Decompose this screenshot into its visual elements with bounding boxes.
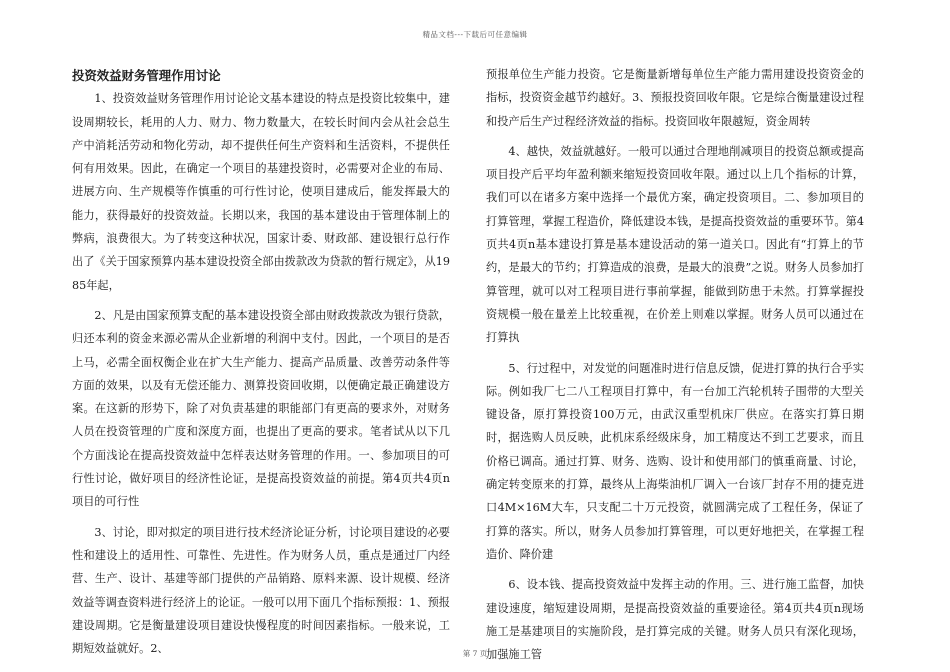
left-column	[72, 64, 450, 660]
paragraph-4: 4、越快，效益就越好。一般可以通过合理地削减项目的投资总额或提高项目投产后平均年盈利额来缩短投资回收年限。通过以上几个指标的计算，我们可以在诸多方案中选择一个最优方案，确定投资项目。二、参加项目的打算管理，掌握工程造价，降低建设本钱，是提高投资效益的重要环节。第4页共4页n基本建设打算是基本建设活动的第一道关口。因此有“打算上的节约，是最大的节约；打算造成的浪费，是最大的浪费”之说。财务人员参加打算管理，就可以对工程项目进行事前掌握，能做到防患于未然。打算掌握投资规模一般在量差上比较重视，在价差上则难以掌握。财务人员可以通过在打算执	[486, 144, 864, 345]
paragraph-5: 5、行过程中，对发觉的问题准时进行信息反馈，促进打算的执行合乎实际。例如我厂七二八工程项目打算中，有一台加工汽轮机转子围带的大型关键设备，原打算投资100万元，由武汉重型机床厂供应。在落实打算日期时，据选购人员反映，此机床系经级床身，加工精度达不到工艺要求，而且价格已调高。通过打算、财务、选购、设计和使用部门的慎重商量、讨论，确定转变原来的打算，最终从上海柴油机厂调入一台该厂封存不用的捷克进口4M×16M大车，只支配二十万元投资，就圆满完成了工程任务，保证了打算的落实。所以，财务人员参加打算管理，可以更好地把关，在掌握工程造价、降价建	[486, 361, 864, 561]
paragraph-2: 2、凡是由国家预算支配的基本建设投资全部由财政拨款改为银行贷款，归还本利的资金来源必需从企业新增的利润中支付。因此，一个项目的是否上马，必需全面权衡企业在扩大生产能力、提高产品质量、改善劳动条件等方面的效果，以及有无偿还能力、测算投资回收期，以便确定最正确建设方案。在这新的形势下，除了对负责基建的职能部门有更高的要求外，对财务人员在投资管理的广度和深度方面，也提出了更高的要求。笔者试从以下几个方面浅论在提高投资效益中怎样表达财务管理的作用。一、参加项目的可行性讨论，做好项目的经济性论证，是提高投资效益的前提。第4页共4页n项目的可行性	[72, 308, 450, 509]
page-number: 第 7 页	[462, 649, 488, 658]
paragraph-3: 3、讨论，即对拟定的项目进行技术经济论证分析，讨论项目建设的必要性和建设上的适用性、可靠性、先进性。作为财务人员，重点是通过厂内经营、生产、设计、基建等部门提供的产品销路、原料来源、设计规模、经济效益等调查资料进行经济上的论证。一般可以用下面几个指标预报：1、预报建设周期。它是衡量建设项目建设快慢程度的时间因素指标。一般来说，工期短效益就好。2、	[72, 525, 450, 656]
paragraph-6: 6、设本钱、提高投资效益中发挥主动的作用。三、进行施工监督，加快建设速度，缩短建设周期，是提高投资效益的重要途径。第4页共4页n现场施工是基建项目的实施阶段，是打算完成的关键。财务人员只有深化现场，加强施工管	[486, 578, 864, 662]
right-column	[486, 63, 864, 666]
paragraph-continued: 预报单位生产能力投资。它是衡量新增每单位生产能力需用建设投资资金的指标，投资资金越节约越好。3、预报投资回收年限。它是综合衡量建设过程和投产后生产过程经济效益的指标。投资回收年限越短，资金周转	[486, 68, 864, 128]
document-title: 投资效益财务管理作用讨论	[72, 68, 221, 83]
paragraph-1: 1、投资效益财务管理作用讨论论文基本建设的特点是投资比较集中，建设周期较长，耗用的人力、财力、物力数量大，在较长时间内会从社会总生产中消耗活劳动和物化劳动，却不提供任何生产资料和生活资料，不提供任何有用效果。因此，在确定一个项目的基建投资时，必需要对企业的布局、进展方向、生产规模等作慎重的可行性讨论，使项目建成后，能发挥最大的能力，获得最好的投资效益。长期以来，我国的基本建设由于管理体制上的弊病，浪费很大。为了转变这种状况，国家计委、财政部、建设银行总行作出了《关于国家预算内基本建设投资全部由拨款改为贷款的暂行规定》，从1985年起，	[72, 92, 450, 292]
page-header-note: 精品文档---下载后可任意编辑	[422, 30, 528, 39]
